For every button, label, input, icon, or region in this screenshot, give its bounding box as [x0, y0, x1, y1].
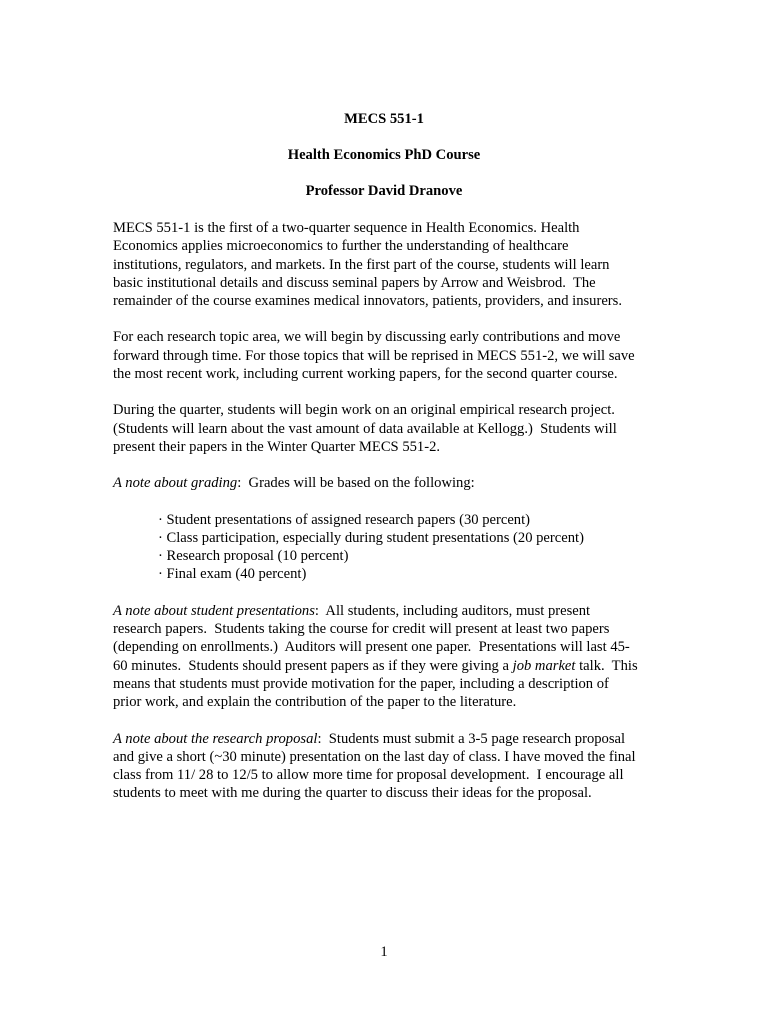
text-line: class from 11/ 28 to 12/5 to allow more time for proposal development. I encourage all — [113, 767, 624, 784]
presentations-heading-italic: A note about student presentations — [113, 602, 315, 619]
text-line: remainder of the course examines medical innovators, patients, providers, and insurers. — [113, 293, 622, 310]
presentations-line4-before: 60 minutes. Students should present papers as if they were giving a — [113, 657, 513, 674]
text-line: (depending on enrollments.) Auditors will present one paper. Presentations will last 45- — [113, 639, 630, 656]
text-line — [113, 730, 658, 748]
intro-paragraph — [113, 219, 658, 310]
project-paragraph — [113, 401, 658, 456]
text-line: (Students will learn about the vast amount of data available at Kellogg.) Students will — [113, 420, 617, 437]
professor-heading: Professor David Dranove — [305, 183, 463, 199]
grading-list-item: · Class participation, especially during student presentations (20 percent) — [158, 529, 584, 546]
text-line: the most recent work, including current working papers, for the second quarter course. — [113, 366, 618, 383]
text-line: students to meet with me during the quarter to discuss their ideas for the proposal. — [113, 785, 592, 802]
grading-heading-italic: A note about grading — [113, 475, 238, 492]
presentations-paragraph — [113, 602, 658, 712]
presentations-line4-after: talk. This — [575, 657, 638, 674]
grading-list-item: · Student presentations of assigned research papers (30 percent) — [158, 511, 531, 528]
grading-heading-rest: : Grades will be based on the following: — [237, 475, 475, 492]
text-line: institutions, regulators, and markets. In the first part of the course, students will learn — [113, 256, 610, 273]
text-line — [113, 602, 658, 620]
course-title-heading: Health Economics PhD Course — [287, 147, 481, 163]
grading-list-item: · Final exam (40 percent) — [158, 566, 307, 583]
text-line: prior work, and explain the contribution of the paper to the literature. — [113, 694, 517, 711]
text-line: and give a short (~30 minute) presentation on the last day of class. I have moved the final — [113, 748, 636, 765]
proposal-paragraph — [113, 730, 658, 803]
text-line: Economics applies microeconomics to further the understanding of healthcare — [113, 238, 569, 255]
text-line — [113, 657, 658, 675]
text-line: MECS 551-1 is the first of a two-quarter sequence in Health Economics. Health — [113, 220, 580, 236]
topics-paragraph — [113, 328, 658, 383]
text-line: During the quarter, students will begin work on an original empirical research project. — [113, 402, 615, 419]
text-line: For each research topic area, we will begin by discussing early contributions and move — [113, 329, 621, 346]
text-line: present their papers in the Winter Quarter MECS 551-2. — [113, 438, 441, 455]
grading-list — [158, 511, 658, 584]
grading-list-item: · Research proposal (10 percent) — [158, 548, 349, 565]
text-line: forward through time. For those topics that will be reprised in MECS 551-2, we will save — [113, 347, 635, 364]
page-number: 1 — [380, 944, 388, 960]
grading-heading-line — [113, 474, 658, 492]
proposal-line1-rest: : Students must submit a 3-5 page research proposal — [317, 730, 626, 747]
document-body — [113, 219, 658, 821]
course-code-heading: MECS 551-1 — [344, 111, 424, 127]
text-line: basic institutional details and discuss seminal papers by Arrow and Weisbrod. The — [113, 274, 596, 291]
presentations-line1-rest: : All students, including auditors, must present — [314, 602, 591, 619]
grading-note — [113, 474, 658, 492]
text-line: means that students must provide motivation for the paper, including a description of — [113, 675, 609, 692]
text-line: research papers. Students taking the course for credit will present at least two papers — [113, 621, 610, 638]
job-market-italic: job market — [512, 657, 576, 674]
proposal-heading-italic: A note about the research proposal — [113, 730, 318, 747]
